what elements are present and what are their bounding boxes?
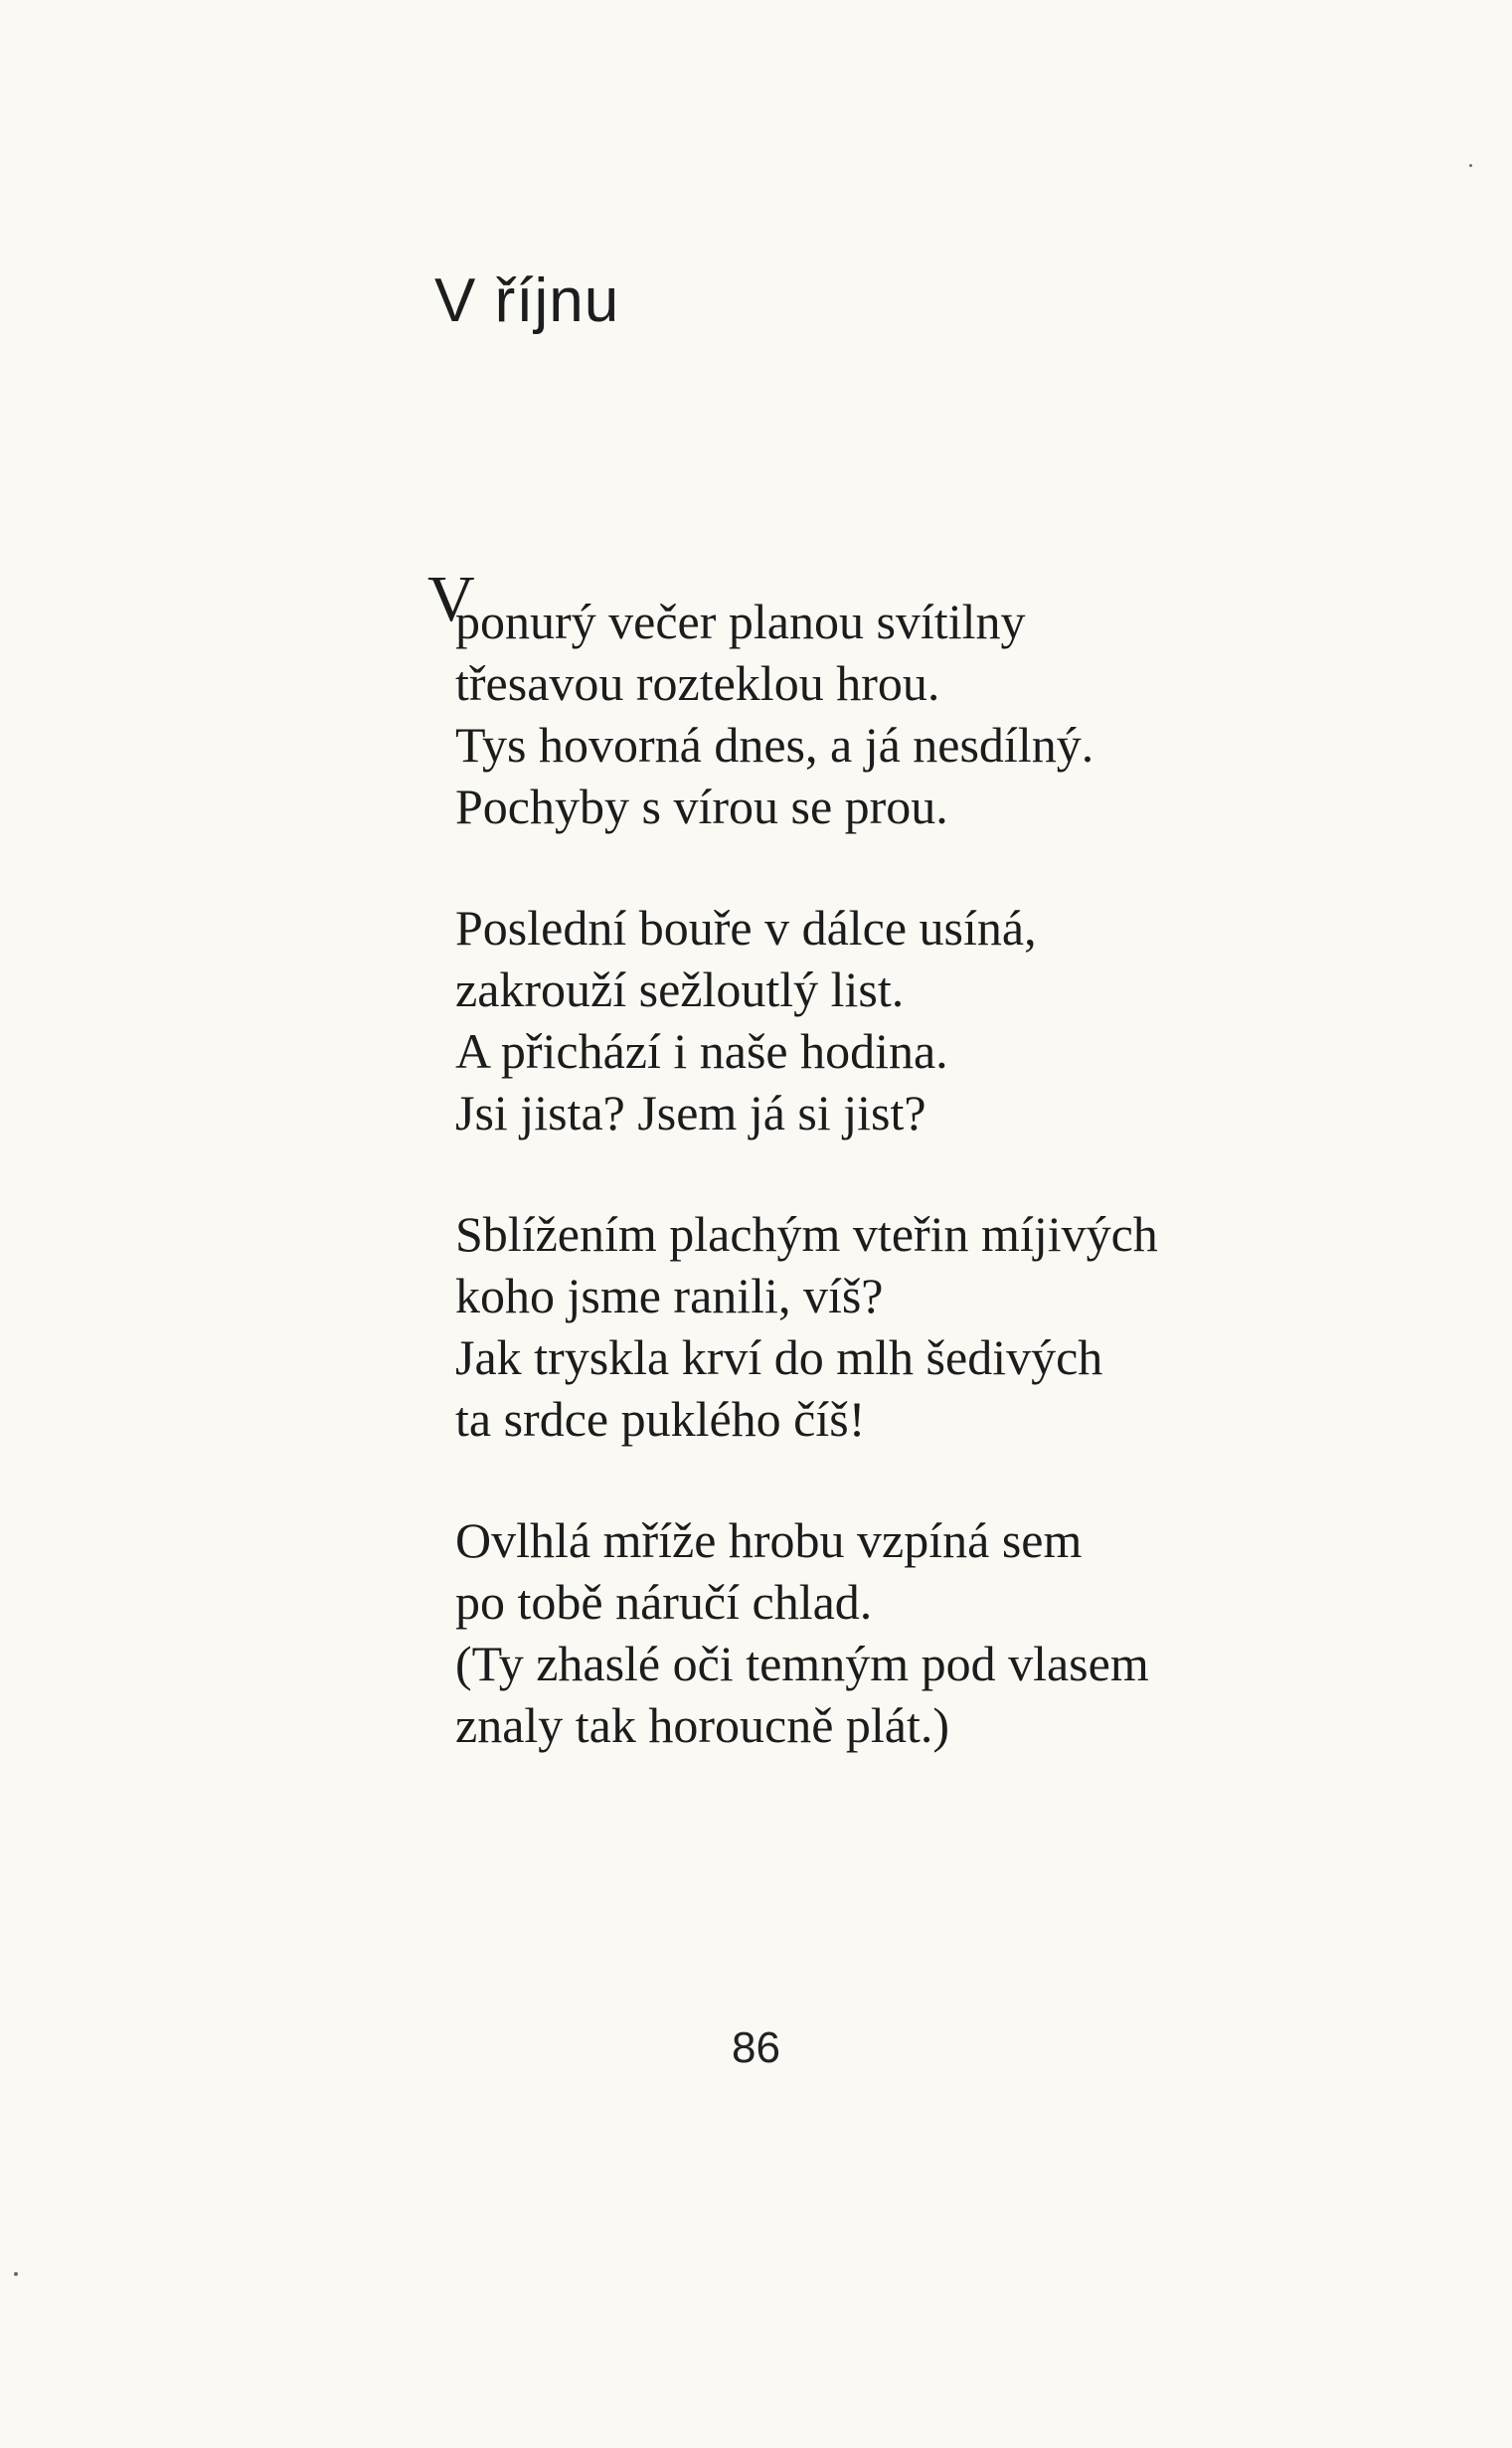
poem-line: Ovlhlá mříže hrobu vzpíná sem [455,1512,1083,1568]
poem-line: třesavou rozteklou hrou. [455,655,940,711]
poem-line: zakrouží sežloutlý list. [455,962,905,1017]
poem-line: Tys hovorná dnes, a já nesdílný. [455,717,1094,773]
paper-speck [1469,164,1472,167]
poem-line: (Ty zhaslé oči temným pod vlasem [455,1636,1149,1691]
poem-line: znaly tak horoucně plát.) [455,1697,950,1753]
poem-line: ponurý večer planou svítilny [455,594,1026,649]
poem-line: Poslední bouře v dálce usíná, [455,900,1037,956]
poem-line: koho jsme ranili, víš? [455,1268,884,1323]
poem-line: Pochyby s vírou se prou. [455,779,948,834]
poem-title: V říjnu [434,266,620,335]
poem-line: po tobě náručí chlad. [455,1574,873,1630]
poem-line: ta srdce puklého číš! [455,1391,866,1447]
paper-speck [14,2272,18,2276]
drop-initial: V [427,563,475,635]
poem-line: A přichází i naše hodina. [455,1023,948,1079]
poem-line: Jsi jista? Jsem já si jist? [455,1085,926,1140]
page-number: 86 [732,2023,780,2072]
poem-line: Sblížením plachým vteřin míjivých [455,1206,1158,1262]
poem-line: Jak tryskla krví do mlh šedivých [455,1329,1103,1385]
